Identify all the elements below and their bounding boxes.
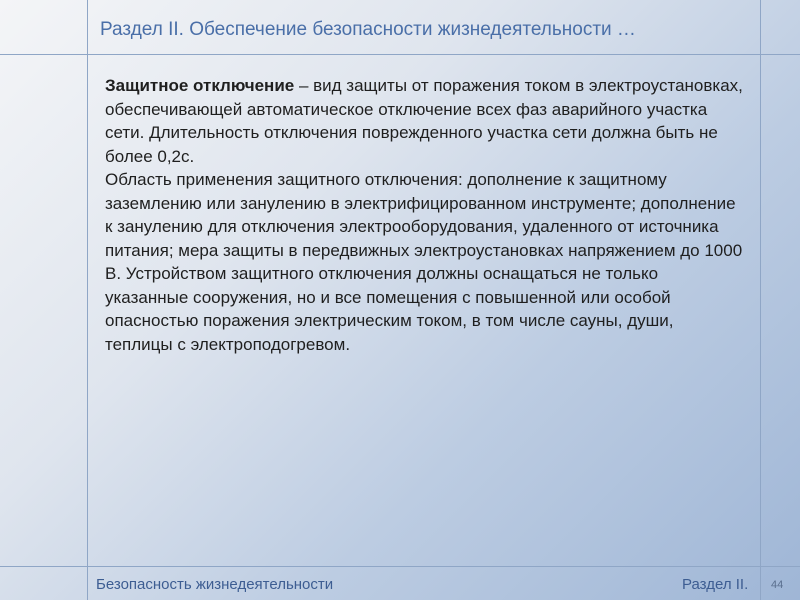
application-paragraph: Область применения защитного отключения: дополнение к защитному заземлению или занулению в электрифицированном инструменте; дополнение к занулению для отключения электрооборудования, удаленного от источника питания; мера защиты в передвижных электроустановках напряжением до 1000 В. Устройством защитного отключения должны оснащаться не только указанные сооружения, но и все помещения с повышенной или особой опасностью поражения электрическим током, в том числе сауны, души, теплицы с электроподогревом. [105, 170, 743, 354]
footer-course: Безопасность жизнедеятельности [96, 576, 334, 593]
frame-line-bottom [0, 566, 800, 567]
definition-text: – вид защиты от поражения током в электроустановках, обеспечивающей автоматическое отключение всех фаз аварийного участка сети. Длительность отключения поврежденного участка сети должна быть не более 0,2с. [105, 76, 743, 166]
frame-line-left [87, 0, 88, 600]
term-bold: Защитное отключение [105, 76, 295, 95]
definition-paragraph [105, 74, 745, 168]
footer-section: Раздел II. [682, 576, 749, 593]
slide-body [105, 74, 745, 356]
page-number: 44 [771, 579, 784, 591]
slide-title: Раздел II. Обеспечение безопасности жизнедеятельности … [100, 19, 636, 40]
frame-line-right [760, 0, 761, 600]
frame-line-top [0, 54, 800, 55]
